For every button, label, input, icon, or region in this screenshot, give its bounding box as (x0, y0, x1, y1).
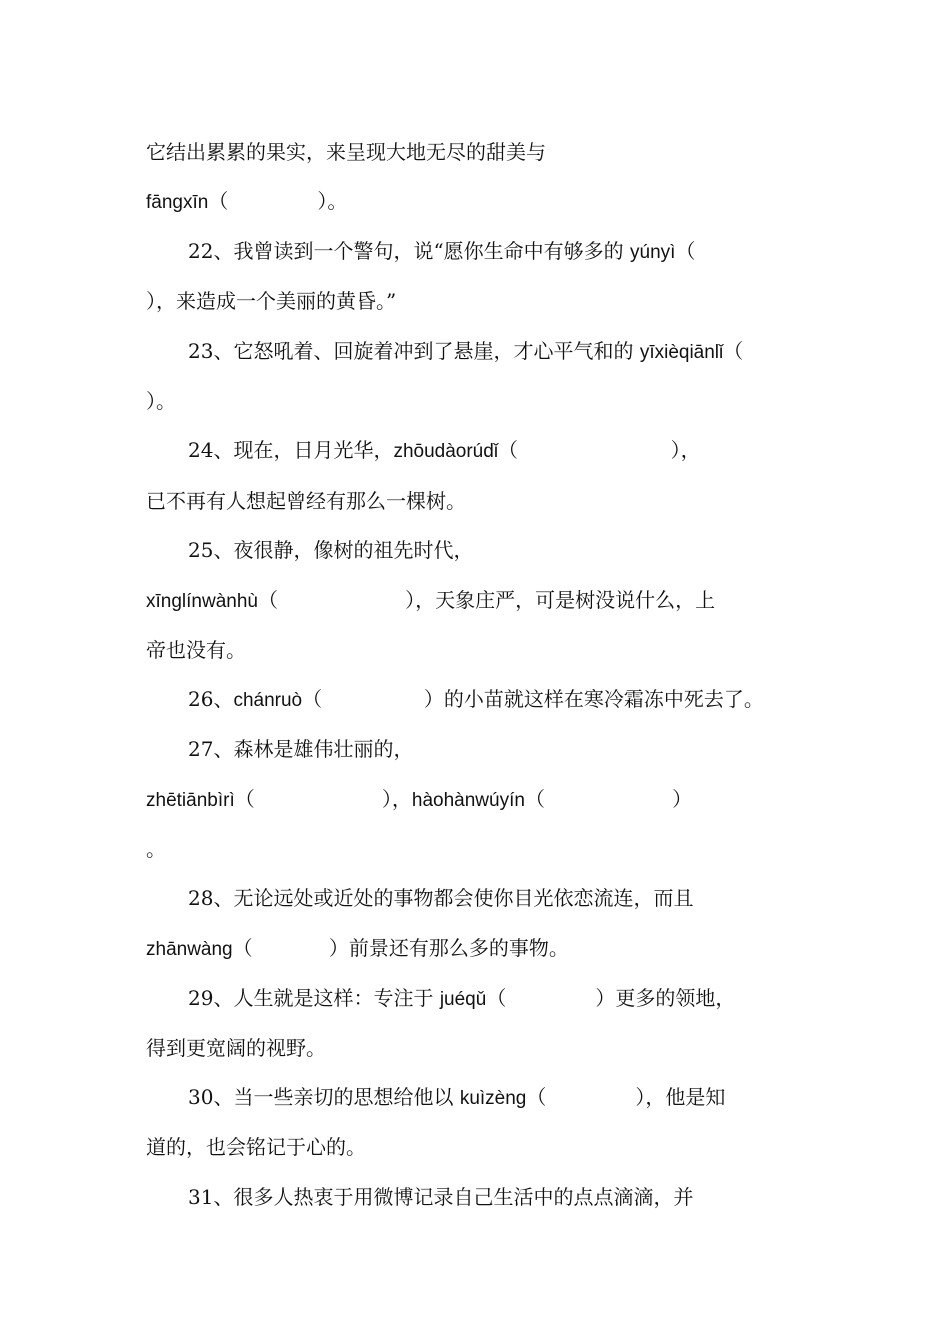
answer-blank[interactable]: （ ），天象庄严，可是树没说什么，上 (257, 588, 716, 612)
answer-blank[interactable]: （ ）的小苗就这样在寒冷霜冻中死去了。 (302, 687, 764, 711)
line-text: 26、 (188, 687, 234, 711)
answer-blank[interactable]: （ (675, 239, 696, 263)
pinyin-prompt: juéqǔ (439, 989, 487, 1010)
line-text: 帝也没有。 (146, 638, 246, 662)
answer-blank[interactable]: （ ）， (234, 787, 412, 811)
line-text: 31、很多人热衷于用微博记录自己生活中的点点滴滴，并 (188, 1185, 694, 1209)
question-27 (188, 734, 830, 764)
line-text: 。 (146, 837, 166, 861)
pinyin-prompt: zhōudàorúdǐ (393, 441, 499, 462)
text-line (146, 1033, 830, 1063)
answer-blank[interactable]: （ (723, 339, 744, 363)
line-text: 23、它怒吼着、回旋着冲到了悬崖，才心平气和的 (188, 339, 640, 363)
pinyin-prompt: yúnyì (630, 242, 676, 263)
text-line (146, 386, 830, 416)
pinyin-prompt: kuìzèng (459, 1088, 527, 1109)
question-24 (188, 435, 830, 467)
answer-blank[interactable]: （ ）， (498, 438, 701, 462)
line-text: 28、无论远处或近处的事物都会使你目光依恋流连，而且 (188, 886, 694, 910)
pinyin-prompt: zhānwàng (146, 939, 233, 960)
question-26 (188, 684, 764, 716)
pinyin-prompt: hàohànwúyín (411, 790, 525, 811)
text-line (146, 635, 830, 665)
pinyin-prompt: yīxièqiānlǐ (639, 342, 724, 363)
text-line (146, 834, 830, 864)
text-line (146, 186, 830, 218)
answer-blank[interactable]: （ ）。 (208, 189, 348, 213)
text-line (146, 585, 830, 617)
text-line (146, 137, 830, 167)
answer-blank[interactable]: （ ），他是知 (526, 1085, 726, 1109)
text-line (146, 286, 830, 316)
text-line (146, 933, 830, 965)
line-text: 25、夜很静，像树的祖先时代， (188, 538, 474, 562)
question-25 (188, 535, 830, 565)
line-text: 30、当一些亲切的思想给他以 (188, 1085, 460, 1109)
pinyin-prompt: xīnglínwànhù (146, 591, 258, 612)
text-line (146, 1132, 830, 1162)
line-text: 它结出累累的果实，来呈现大地无尽的甜美与 (146, 140, 546, 164)
line-text: ），来造成一个美丽的黄昏。” (146, 289, 397, 313)
line-text: 22、我曾读到一个警句，说“愿你生命中有够多的 (188, 239, 631, 263)
question-30 (188, 1082, 830, 1114)
question-22 (188, 236, 830, 268)
answer-blank[interactable]: （ ） (524, 787, 693, 811)
line-text: 27、森林是雄伟壮丽的， (188, 737, 414, 761)
question-28 (188, 883, 830, 913)
line-text: ）。 (146, 389, 176, 413)
question-29 (188, 983, 830, 1015)
line-text: 已不再有人想起曾经有那么一棵树。 (146, 489, 466, 513)
pinyin-prompt: chánruò (233, 690, 303, 711)
pinyin-prompt: fāngxīn (146, 192, 209, 213)
question-31 (188, 1182, 830, 1212)
answer-blank[interactable]: （ ）前景还有那么多的事物。 (232, 936, 569, 960)
line-text: 道的，也会铭记于心的。 (146, 1135, 366, 1159)
text-line (146, 486, 830, 516)
line-text: 29、人生就是这样：专注于 (188, 986, 440, 1010)
answer-blank[interactable]: （ ）更多的领地， (486, 986, 736, 1010)
text-line (146, 784, 830, 816)
line-text: 得到更宽阔的视野。 (146, 1036, 326, 1060)
pinyin-prompt: zhētiānbìrì (146, 790, 235, 811)
question-23 (188, 336, 830, 368)
line-text: 24、现在，日月光华， (188, 438, 394, 462)
